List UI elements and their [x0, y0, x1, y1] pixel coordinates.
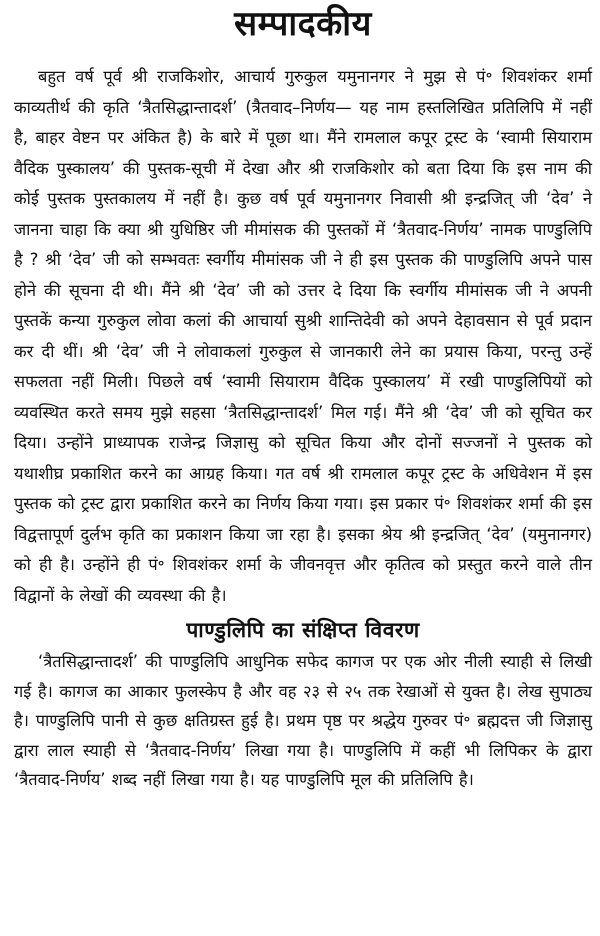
body-paragraph: बहुत वर्ष पूर्व श्री राजकिशोर, आचार्य गुरुकुल यमुनानगर ने मुझ से पं॰ शिवशंकर शर्मा काव्यतीर्थ की कृति ‘त्रैतसिद्धान्तादर्श’ (त्रैतवाद–निर्णय— यह नाम हस्तलिखित प्रतिलिपि में नहीं है, बाहर वेष्टन पर अंकित है) के बारे में पूछा था। मैंने रामलाल कपूर ट्रस्ट के ‘स्वामी सियाराम वैदिक पुस्कालय’ की पुस्तक-सूची में देखा और श्री राजकिशोर को बता दिया कि इस नाम की कोई पुस्तक पुस्तकालय में नहीं है। कुछ वर्ष पूर्व यमुनानगर निवासी श्री इन्द्रजित् जी ‘देव’ ने जानना चाहा कि क्या श्री युधिष्ठिर जी मीमांसक की पुस्तकों में ‘त्रैतवाद-निर्णय’ नामक पाण्डुलिपि है ? श्री ‘देव’ जी को सम्भवतः स्वर्गीय मीमांसक जी ने ही इस पुस्तक की पाण्डुलिपि अपने पास होने की सूचना दी थी। मैंने श्री ‘देव’ जी को उत्तर दे दिया कि स्वर्गीय मीमांसक जी ने अपनी पुस्तकें कन्या गुरुकुल लोवा कलां की आचार्या सुश्री शान्तिदेवी को अपने देहावसान से पूर्व प्रदान कर दी थीं। श्री ‘देव’ जी ने लोवाकलां गुरुकुल से जानकारी लेने का प्रयास किया, परन्तु उन्हें सफलता नहीं मिली। पिछले वर्ष ‘स्वामी सियाराम वैदिक पुस्कालय’ में रखी पाण्डुलिपियों को व्यवस्थित करते समय मुझे सहसा ‘त्रैतसिद्धान्तादर्श’ मिल गई। मैंने श्री ‘देव’ जी को सूचित कर दिया। उन्होंने प्राध्यापक राजेन्द्र जिज्ञासु को सूचित किया और दोनों सज्जनों ने पुस्तक को यथाशीघ्र प्रकाशित करने का आग्रह किया। गत वर्ष श्री रामलाल कपूर ट्रस्ट के अधिवेशन में इस पुस्तक को ट्रस्ट द्वारा प्रकाशित करने का निर्णय किया गया। इस प्रकार पं॰ शिवशंकर शर्मा की इस विद्वत्तापूर्ण दुर्लभ कृति का प्रकाशन किया जा रहा है। इसका श्रेय श्री इन्द्रजित् ‘देव’ (यमुनानगर) को ही है। उन्होंने ही पं॰ शिवशंकर शर्मा के जीवनवृत्त और कृतित्व को प्रस्तुत करने वाले तीन विद्वानों के लेखों की व्यवस्था की है।: [14, 67, 592, 605]
section-paragraph: ‘त्रैतसिद्धान्तादर्श’ की पाण्डुलिपि आधुनिक सफेद कागज पर एक ओर नीली स्याही से लिखी गई है। कागज का आकार फुलस्केप है और वह २३ से २५ तक रेखाओं से युक्त है। लेख सुपाठ्य है। पाण्डुलिपि पानी से कुछ क्षतिग्रस्त हुई है। प्रथम पृष्ठ पर श्रद्धेय गुरुवर पं॰ ब्रह्मदत्त जी जिज्ञासु द्वारा लाल स्याही से ‘त्रैतवाद-निर्णय’ लिखा गया है। पाण्डुलिपि में कहीं भी लिपिकर के द्वारा ‘त्रैतवाद-निर्णय’ शब्द नहीं लिखा गया है। यह पाण्डुलिपि मूल की प्रतिलिपि है।: [14, 652, 592, 789]
section-heading: पाण्डुलिपि का संक्षिप्त विवरण: [186, 618, 420, 642]
page-title: सम्पादकीय: [234, 4, 372, 44]
